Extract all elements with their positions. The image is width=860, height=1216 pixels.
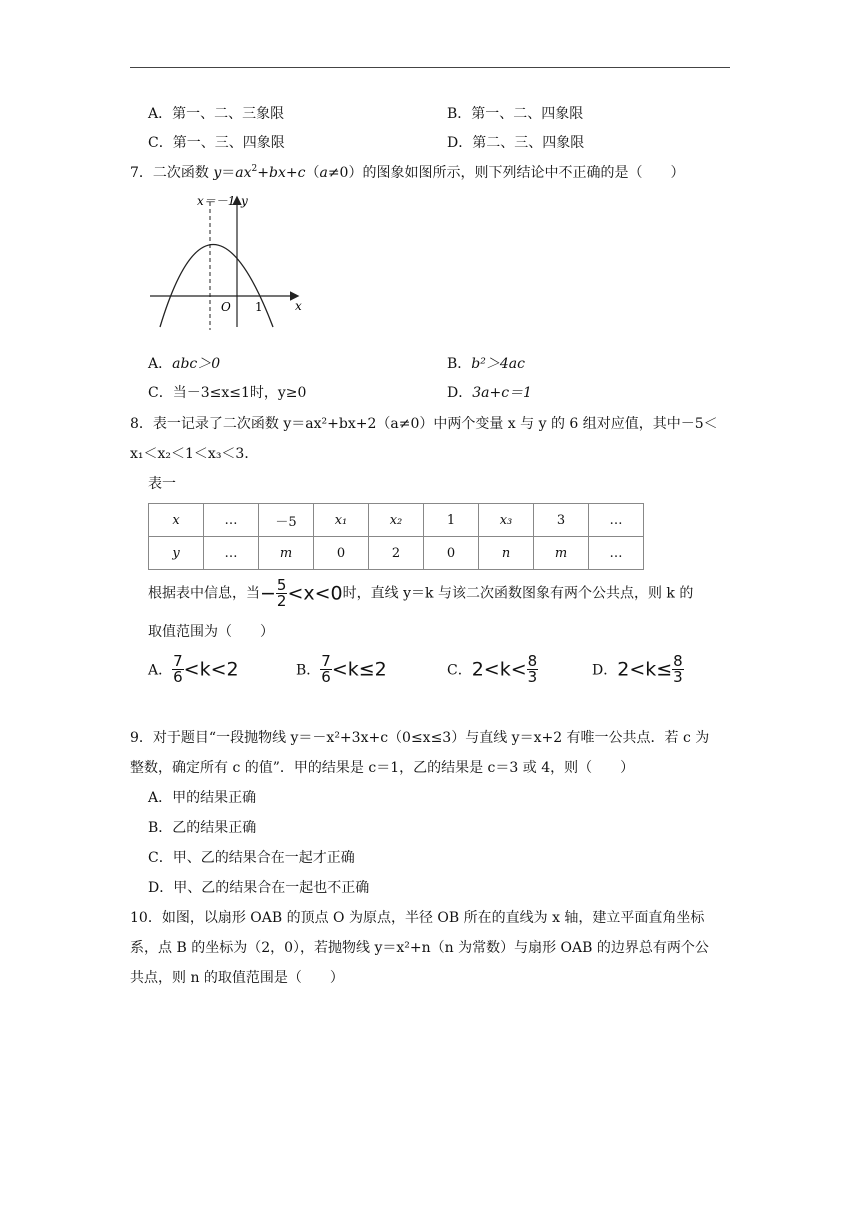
table-cell: 1 [424, 504, 479, 537]
fraction-5-over-2: $\frac{5}{2}$ [276, 576, 287, 610]
q8-stem-line1: 8．表一记录了二次函数 y＝ax²+bx+2（a≠0）中两个变量 x 与 y 的 6 组对应值，其中－5＜ [130, 416, 718, 432]
q9-option-a[interactable]: A．甲的结果正确 [148, 790, 257, 806]
q8-table-caption: 表一 [148, 476, 176, 492]
table-cell: 2 [369, 537, 424, 570]
q8-value-table [148, 503, 644, 570]
q7-option-b[interactable]: B．b²＞4ac [447, 356, 525, 372]
table-cell: －5 [259, 504, 314, 537]
table-cell: … [589, 504, 644, 537]
q9-option-c[interactable]: C．甲、乙的结果合在一起才正确 [148, 850, 355, 866]
q8-info-line1: 根据表中信息，当− $\frac{5}{2}$ <x<0时，直线 y＝k 与该二次函数图象有两个公共点，则 k 的 [148, 576, 694, 610]
q8-info-line2: 取值范围为（ ） [148, 624, 274, 640]
origin-label: O [221, 300, 231, 314]
table-cell: 0 [314, 537, 369, 570]
table-cell: 0 [424, 537, 479, 570]
q8-option-a[interactable]: A． $\frac{7}{6}$ <k<2 [148, 652, 239, 686]
table-cell: … [204, 537, 259, 570]
table-cell: m [259, 537, 314, 570]
q7-option-c[interactable]: C．当－3≤x≤1时，y≥0 [148, 385, 307, 401]
table-cell: 3 [534, 504, 589, 537]
q7-parabola-graph [145, 192, 310, 332]
table-cell: x₃ [479, 504, 534, 537]
table-row-y [149, 537, 644, 570]
q6-option-c[interactable]: C．第一、三、四象限 [148, 135, 285, 151]
tick-label-1: 1 [255, 300, 263, 314]
table-cell: x₁ [314, 504, 369, 537]
table-cell: n [479, 537, 534, 570]
q6-option-b[interactable]: B．第一、二、四象限 [447, 106, 584, 122]
header-rule [130, 67, 730, 68]
q9-stem-line2: 整数，确定所有 c 的值”．甲的结果是 c＝1，乙的结果是 c＝3 或 4，则（ ） [130, 760, 635, 776]
table-cell: x₂ [369, 504, 424, 537]
parabola-curve [160, 245, 273, 328]
q10-stem-line1: 10．如图，以扇形 OAB 的顶点 O 为原点，半径 OB 所在的直线为 x 轴，建立平面直角坐标 [130, 910, 705, 926]
table-cell: m [534, 537, 589, 570]
table-cell: … [589, 537, 644, 570]
q9-option-d[interactable]: D．甲、乙的结果合在一起也不正确 [148, 880, 370, 896]
table-row-x [149, 504, 644, 537]
q6-option-d[interactable]: D．第二、三、四象限 [447, 135, 585, 151]
table-cell: y [149, 537, 204, 570]
q8-option-c[interactable]: C．2<k< $\frac{8}{3}$ [447, 652, 538, 686]
q10-stem-line3: 共点，则 n 的取值范围是（ ） [130, 970, 344, 986]
y-axis-label: y [241, 194, 248, 208]
q9-option-b[interactable]: B．乙的结果正确 [148, 820, 257, 836]
q6-option-a[interactable]: A．第一、二、三象限 [148, 106, 285, 122]
table-cell: x [149, 504, 204, 537]
q10-stem-line2: 系，点 B 的坐标为（2，0），若抛物线 y＝x²+n（n 为常数）与扇形 OAB 的边界总有两个公 [130, 940, 709, 956]
symmetry-axis-label: x＝－1 [197, 194, 236, 208]
q7-option-d[interactable]: D．3a+c＝1 [447, 385, 532, 401]
q7-stem: 7．二次函数 $y=ax^2+bx+c(a\ne 0)$的图象如图所示，则下列结论中不正确的是（ ） [130, 164, 685, 181]
q9-stem-line1: 9．对于题目“一段抛物线 y＝－x²+3x+c（0≤x≤3）与直线 y＝x+2 有唯一公共点．若 c 为 [130, 730, 710, 746]
q8-stem-line2: x₁＜x₂＜1＜x₃＜3． [130, 446, 259, 462]
q8-option-b[interactable]: B． $\frac{7}{6}$ <k≤2 [296, 652, 387, 686]
q7-option-a[interactable]: A．abc＞0 [148, 356, 221, 372]
table-cell: … [204, 504, 259, 537]
q8-option-d[interactable]: D．2<k≤ $\frac{8}{3}$ [592, 652, 683, 686]
x-axis-label: x [295, 299, 302, 313]
